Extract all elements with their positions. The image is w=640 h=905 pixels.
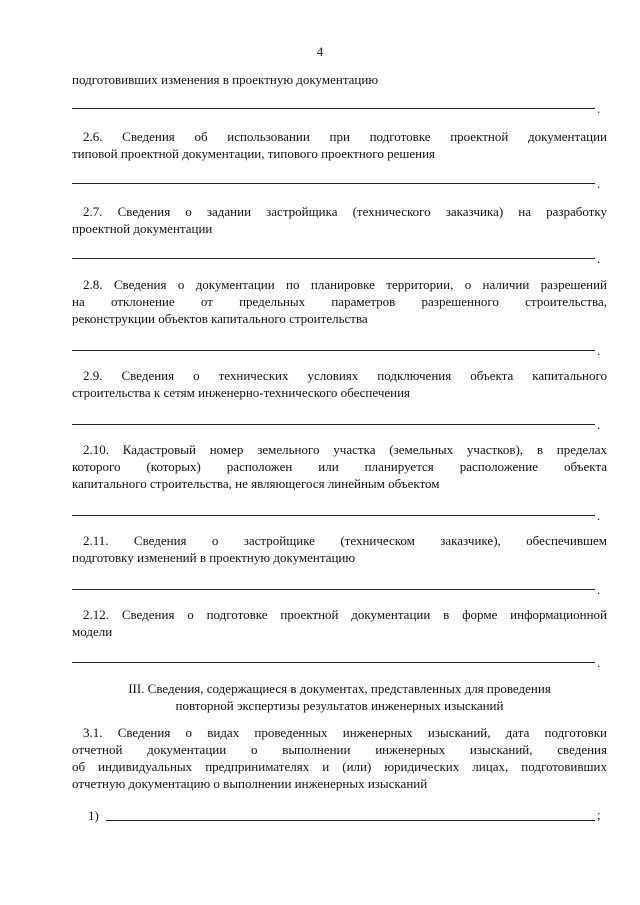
section-2-8 xyxy=(72,276,607,327)
answer-line-2-9 xyxy=(72,424,595,425)
section-2-12 xyxy=(72,606,607,640)
answer-line-3-1-item-1 xyxy=(106,820,595,821)
section-3-heading-line-2: повторной экспертизы результатов инженерных изысканий xyxy=(175,698,504,713)
intro-line: подготовивших изменения в проектную документацию xyxy=(72,72,379,87)
section-2-9 xyxy=(72,367,607,401)
answer-line-2-10 xyxy=(72,515,595,516)
answer-line-end-mark: . xyxy=(597,101,601,116)
answer-line-2-11 xyxy=(72,589,595,590)
section-3-1-line-4: отчетную документацию о выполнении инженерных изысканий xyxy=(72,776,428,791)
answer-line-2-6 xyxy=(72,183,595,184)
answer-line-end-mark: . xyxy=(597,582,601,597)
section-3-1-line-3: об индивидуальных предпринимателях и (или) юридических лицах, подготовивших xyxy=(72,759,607,774)
section-2-9-line-1: 2.9. Сведения о технических условиях подключения объекта капитального xyxy=(83,368,607,383)
section-2-10 xyxy=(72,441,607,492)
section-3-heading xyxy=(72,680,607,714)
section-2-6-line-1: 2.6. Сведения об использовании при подготовке проектной документации xyxy=(83,129,607,144)
section-2-8-line-2: на отклонение от предельных параметров разрешенного строительства, xyxy=(72,294,607,309)
section-2-9-line-2: строительства к сетям инженерно-технического обеспечения xyxy=(72,385,411,400)
section-2-6-line-2: типовой проектной документации, типового проектного решения xyxy=(72,146,436,161)
section-2-11 xyxy=(72,532,607,566)
answer-line-end-mark: . xyxy=(597,343,601,358)
answer-line-intro xyxy=(72,108,595,109)
section-2-7-line-2: проектной документации xyxy=(72,221,213,236)
page-number: 4 xyxy=(316,44,324,59)
section-2-11-line-1: 2.11. Сведения о застройщике (техническом заказчике), обеспечившем xyxy=(83,533,607,548)
answer-line-2-8 xyxy=(72,350,595,351)
section-2-8-line-1: 2.8. Сведения о документации по планировке территории, о наличии разрешений xyxy=(83,277,607,292)
list-item-label: 1) xyxy=(88,808,99,823)
section-2-8-line-3: реконструкции объектов капитального строительства xyxy=(72,311,368,326)
section-3-1-line-1: 3.1. Сведения о видах проведенных инженерных изысканий, дата подготовки xyxy=(83,725,607,740)
section-2-10-line-2: которого (которых) расположен или планируется расположение объекта xyxy=(72,459,607,474)
section-3-1 xyxy=(72,724,607,792)
answer-line-2-7 xyxy=(72,258,595,259)
section-3-heading-line-1: III. Сведения, содержащиеся в документах, представленных для проведения xyxy=(128,681,551,696)
list-item-end-mark: ; xyxy=(597,807,601,822)
answer-line-end-mark: . xyxy=(597,508,601,523)
section-2-10-line-1: 2.10. Кадастровый номер земельного участка (земельных участков), в пределах xyxy=(83,442,607,457)
section-2-7 xyxy=(72,203,607,237)
answer-line-end-mark: . xyxy=(597,176,601,191)
section-2-11-line-2: подготовку изменений в проектную документацию xyxy=(72,550,356,565)
answer-line-2-12 xyxy=(72,662,595,663)
section-2-6 xyxy=(72,128,607,162)
answer-line-end-mark: . xyxy=(597,655,601,670)
section-3-1-line-2: отчетной документации о выполнении инженерных изысканий, сведения xyxy=(72,742,607,757)
answer-line-end-mark: . xyxy=(597,417,601,432)
section-2-12-line-2: модели xyxy=(72,624,113,639)
section-2-7-line-1: 2.7. Сведения о задании застройщика (технического заказчика) на разработку xyxy=(83,204,607,219)
section-2-10-line-3: капитального строительства, не являющегося линейным объектом xyxy=(72,476,440,491)
section-2-12-line-1: 2.12. Сведения о подготовке проектной документации в форме информационной xyxy=(83,607,607,622)
answer-line-end-mark: . xyxy=(597,251,601,266)
